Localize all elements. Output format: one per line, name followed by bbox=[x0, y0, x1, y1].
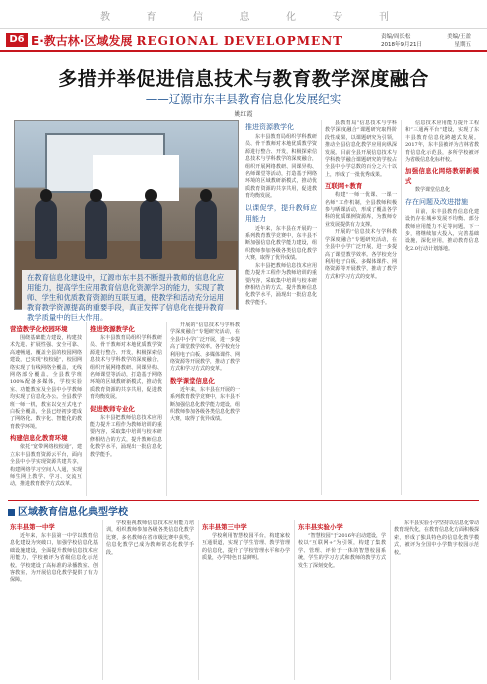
section-title-en: REGIONAL DEVELOPMENT bbox=[136, 34, 344, 48]
column-subhead: 推进资源教学化 bbox=[245, 123, 294, 131]
column-divider bbox=[390, 520, 391, 680]
column-text: 围绕基础能力建设，构建技术先进、扩展性强、安全可靠、高速畅通、覆盖全县的校园网络建设，已实现“校校通”，校园网络实现了有线网络全覆盖，无线网络部分覆盖。全县教学班100%配备多媒体，学校实验室、功能教室及全县中小学教师均实现了信息化办公。全县教学班一师一机，教室以交互式电子白板全覆盖，全县已经初步建成了网络化、数字化、智能化的教育教学环境。 bbox=[10, 335, 82, 430]
column-subhead: 构建信息化教育环境 bbox=[10, 434, 68, 443]
column-text: 近年来，东丰县在开展的一系列教育教学竞赛中，东丰县不断加强信息化教学能力建设，组织教师参加各级各类信息化教学大赛，取得了优异成绩。 bbox=[245, 225, 317, 262]
column-text: 依托“宽带网络校校通”，建立东丰县教育资源云平台，面向全县中小学实现资源共建共享，构建网络学习空间人人通，实现师生网上教学、学习、交流互动，推进教育教学方式改革。 bbox=[10, 444, 82, 488]
motto-char: 化 bbox=[286, 12, 297, 23]
projection-screen bbox=[93, 155, 179, 201]
article-column bbox=[90, 322, 162, 496]
student-figure bbox=[195, 199, 217, 259]
column-subhead: 营造教学化校园环境 bbox=[10, 325, 68, 333]
school-text: 东丰县实验小学坚持以信息化带动教育现代化，在教育信息化方面积极探索，形成了独具特色的信息化教学模式，被评为全国中小学数字校园示范校。 bbox=[394, 520, 479, 556]
student-figure bbox=[35, 199, 57, 259]
school-name: 东丰县第三中学 bbox=[202, 523, 247, 531]
school-column bbox=[202, 520, 290, 680]
square-icon bbox=[8, 509, 15, 516]
column-text: 目前，东丰县教育信息化建设仍存在城乡发展不均衡、部分教师应用能力不足等问题。下一步，将继续加大投入，完善基础设施，深化应用，推动教育信息化2.0行动计划落地。 bbox=[405, 208, 479, 252]
school-text: 学校利用智慧校园平台，构建家校互通渠道，实现了学生管理、教学管理的信息化，提升了学校管理水平和办学质量，办学特色日益鲜明。 bbox=[202, 533, 290, 562]
motto-char: 刊 bbox=[379, 12, 390, 23]
column-text: 东丰县教育局组织学科教研员、骨干教师对本地优质教学资源进行整合、开发，积极探索信息技术与学科教学的深度融合，组织开展网络教研、同课异构、名师课堂等活动，打造基于网络环境的区域教研新模式，推动优质教育资源的共享共用，促进教育均衡发展。 bbox=[90, 335, 162, 401]
student-figure bbox=[140, 199, 162, 259]
column-text: 开展的“信息技术与学科教学深度融合”专题研究活动，在全县中小学广泛开展，进一步提高了课堂教学效率。各学校充分利用电子白板、多媒体课件、网络资源等开展教学，推动了教学方式和学习方式的变革。 bbox=[170, 322, 240, 373]
school-name: 东丰县第一中学 bbox=[10, 523, 55, 531]
school-name: 东丰县实验小学 bbox=[298, 523, 343, 531]
byline: 姚红霞 bbox=[234, 111, 253, 118]
column-text: 东丰县把教师信息技术应用能力提升工程作为教师培训的重要内容，采取集中培训与校本研修相结合的方式，提升教师信息化教学水平，涌现出一批信息化教学能手。 bbox=[90, 414, 162, 458]
subheadline: ——辽源市东丰县教育信息化发展纪实 bbox=[145, 92, 342, 106]
article-column bbox=[245, 120, 317, 495]
motto-char: 息 bbox=[239, 12, 251, 23]
column-subhead: 促进教师专业化 bbox=[90, 404, 135, 413]
column-divider bbox=[102, 520, 103, 680]
school-text: “智慧校园”于2016年启动建设，学校以“互联网+”为引领，构建了集教学、管理、评价于一体的智慧校园系统，学生的学习方式和教师的教学方式发生了深刻变化。 bbox=[298, 533, 386, 569]
school-column bbox=[394, 520, 479, 680]
photo-caption-text: 在教育信息化建设中，辽源市东丰县不断提升教师的信息化应用能力，提高学生应用教育信息化资源学习的能力，实现了教师、学生和优质教育资源的互联互通，使教学和活动充分运用教育教学资源提高的重要手段，真正发挥了信息化在提升教育教学质量中的巨大作用。 bbox=[27, 273, 225, 322]
layout-label: 美编/王盈 bbox=[447, 34, 471, 40]
page-number: D6 bbox=[6, 33, 28, 47]
column-divider bbox=[198, 520, 199, 680]
column-text: 信息技术应用能力提升工程和“三通两平台”建设，实现了东丰县教育信息化跨越式发展。2017年，东丰县被评为吉林省教育信息化示范县，多所学校被评为省级信息化标杆校。 bbox=[405, 120, 479, 164]
column-text: 东丰县教育局组织学科教研员、骨干教师对本地优质教学资源进行整合、开发，积极探索信息技术与学科教学的深度融合，组织开展网络教研、同课异构、名师课堂等活动，打造基于网络环境的区域教研新模式，推动优质教育资源的共享共用，促进教育均衡发展。 bbox=[245, 134, 317, 200]
column-divider bbox=[166, 322, 167, 496]
photo-caption bbox=[22, 270, 236, 322]
student-figure bbox=[85, 199, 107, 259]
column-divider bbox=[401, 120, 402, 495]
column-text: 县教育局“信息技术与学科教学深度融合”课题研究取得阶段性成果，以课题研究为引领，推动全县信息化教学应用向纵深发展。目前全县开展信息技术与学科教学融合课题研究的学校占全县中小学总数的百分之六十以上，形成了一批优秀成果。 bbox=[325, 120, 397, 178]
bottom-section-title bbox=[8, 503, 128, 518]
article-column bbox=[170, 322, 240, 496]
school-column bbox=[106, 520, 194, 680]
top-rule bbox=[0, 28, 487, 29]
paper-motto bbox=[100, 8, 390, 22]
article-column bbox=[325, 120, 397, 495]
column-subhead: 推进资源教学化 bbox=[90, 325, 135, 333]
column-subhead: 存在问题及改进措施 bbox=[405, 197, 468, 206]
column-text: 数学课堂信息化 bbox=[415, 187, 451, 194]
school-column bbox=[298, 520, 386, 680]
section-title bbox=[31, 32, 343, 49]
school-text: 学校重视教师信息技术应用能力培训，组织教师参加各级各类信息化教学比赛，多名教师在省市级比赛中获奖，信息化教学已成为教师常态化教学手段。 bbox=[106, 520, 194, 556]
column-subhead: 数学课堂信息化 bbox=[170, 376, 215, 385]
editor-label: 责编/周长松 bbox=[381, 34, 411, 40]
whiteboard bbox=[45, 133, 165, 193]
school-text: 近年来，东丰县第一中学以教育信息化建设为突破口，加强学校信息化基础设施建设，全面提升教师信息技术应用能力，学校被评为省级信息化示范校。学校建设了高标准的录播教室、创客教室，为开展信息化教学提供了有力保障。 bbox=[10, 533, 98, 584]
issue-day: 星期五 bbox=[454, 42, 471, 48]
issue-date: 2018年9月21日 bbox=[381, 42, 422, 48]
column-divider bbox=[294, 520, 295, 680]
headline: 多措并举促进信息技术与教育教学深度融合 bbox=[58, 68, 429, 90]
article-column bbox=[10, 322, 82, 496]
motto-char: 信 bbox=[193, 12, 204, 23]
column-text: 开展的“信息技术与学科教学深度融合”专题研究活动，在全县中小学广泛开展，进一步提高了课堂教学效率。各学校充分利用电子白板、多媒体课件、网络资源等开展教学，推动了教学方式和学习方式的变革。 bbox=[325, 229, 397, 280]
column-subhead: 以课促学，提升教师应用能力 bbox=[245, 203, 317, 223]
column-subhead: 互联网+教育 bbox=[325, 182, 363, 191]
issue-meta bbox=[381, 33, 471, 49]
motto-char: 育 bbox=[146, 12, 158, 23]
column-text: 构建“一师一优课、一课一名师”工作机制，全县教师积极参与晒课活动，形成了覆盖各学科的优质课例资源库，为教师专业发展提供有力支撑。 bbox=[325, 192, 397, 228]
column-divider bbox=[86, 322, 87, 496]
motto-char: 教 bbox=[100, 12, 111, 23]
section-rule bbox=[0, 50, 487, 52]
bottom-section-label: 区域教育信息化典型学校 bbox=[18, 507, 128, 518]
column-text: 近年来，东丰县在开展的一系列教育教学竞赛中，东丰县不断加强信息化教学能力建设，组织教师参加各级各类信息化教学大赛，取得了优异成绩。 bbox=[170, 386, 240, 423]
motto-char: 专 bbox=[332, 12, 344, 23]
masthead bbox=[0, 0, 487, 32]
section-title-cn: E·教古林·区域发展 bbox=[31, 34, 133, 48]
column-text: 东丰县把教师信息技术应用能力提升工程作为教师培训的重要内容，采取集中培训与校本研修相结合的方式，提升教师信息化教学水平，涌现出一批信息化教学能手。 bbox=[245, 262, 317, 306]
article-column bbox=[405, 120, 479, 495]
school-column bbox=[10, 520, 98, 680]
column-divider bbox=[321, 120, 322, 495]
column-subhead: 加强信息化网络教研新模式 bbox=[405, 167, 479, 186]
